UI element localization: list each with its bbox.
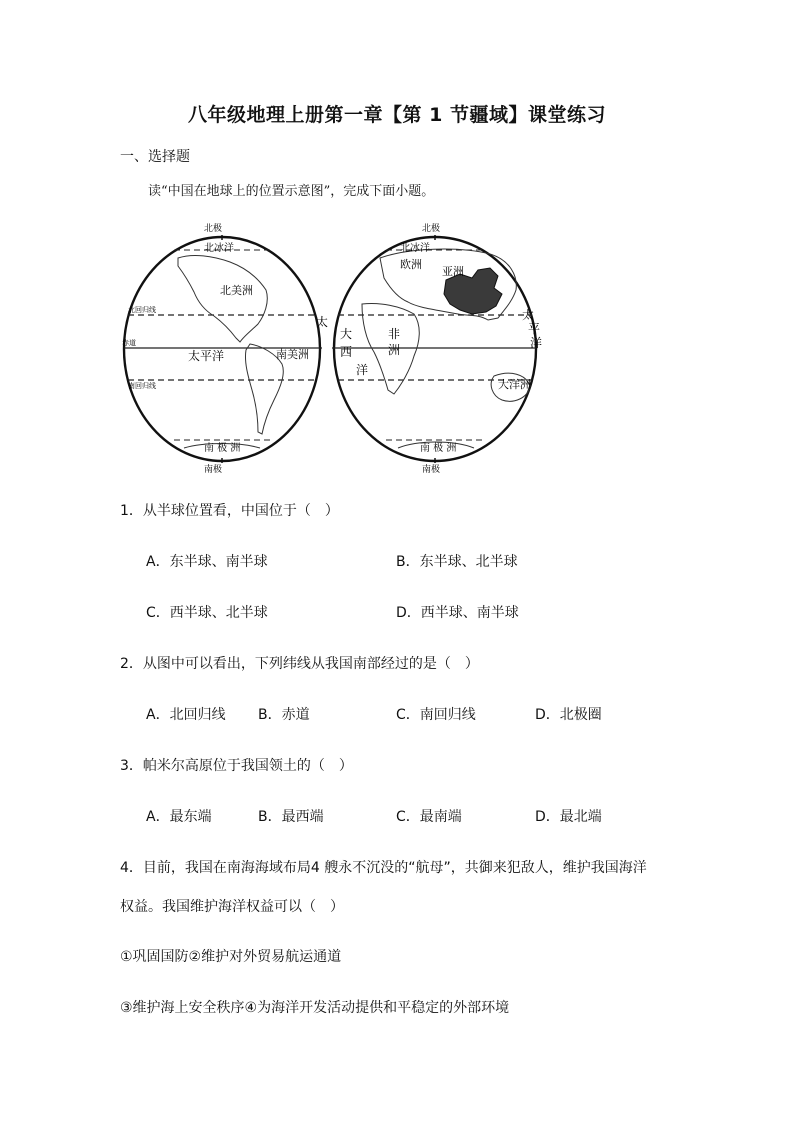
question-3-option-c[interactable]: C．最南端: [396, 809, 462, 825]
asia-label: 亚洲: [442, 265, 464, 278]
tai-label-left: 太: [316, 315, 329, 329]
pacific-label-tai: 太: [522, 308, 535, 322]
pacific-label-ping: 平: [528, 322, 541, 336]
question-1-option-a[interactable]: A．东半球、南半球: [146, 554, 268, 570]
western-hemisphere: [122, 222, 328, 475]
atlantic-label-da: 大: [340, 327, 353, 341]
africa-label-1: 非: [388, 327, 401, 341]
antarctica-label-right: 南 极 洲: [420, 443, 457, 454]
south-pole-label-left: 南极: [204, 465, 223, 475]
question-3-option-d[interactable]: D．最北端: [535, 809, 602, 825]
oceania-label: 大洋洲: [498, 378, 531, 391]
eastern-hemisphere: [332, 222, 542, 475]
tropic-north-label: 北回归线: [128, 306, 156, 314]
question-3-option-b[interactable]: B．最西端: [258, 809, 324, 825]
pacific-label-yang: 洋: [530, 336, 543, 350]
south-america-label: 南美洲: [276, 348, 309, 361]
question-2-stem: 2．从图中可以看出，下列纬线从我国南部经过的是（ ）: [120, 656, 479, 672]
question-2-option-d[interactable]: D．北极圈: [535, 707, 602, 723]
question-1-option-b[interactable]: B．东半球、北半球: [396, 554, 518, 570]
question-2-option-b[interactable]: B．赤道: [258, 707, 310, 723]
equator-label: 赤道: [122, 339, 136, 347]
atlantic-label-yang: 洋: [356, 363, 369, 377]
north-pole-label-right: 北极: [422, 224, 441, 234]
instruction-text: 读“中国在地球上的位置示意图”，完成下面小题。: [148, 184, 435, 199]
question-4-stem-line-1: 4．目前，我国在南海海域布局4 艘永不沉没的“航母”，共御来犯敌人，维护我国海洋: [120, 860, 647, 876]
north-pole-label-left: 北极: [204, 224, 223, 234]
question-4-stem-line-2: 权益。我国维护海洋权益可以（ ）: [120, 899, 344, 915]
question-1-option-c[interactable]: C．西半球、北半球: [146, 605, 268, 621]
antarctica-label-left: 南 极 洲: [204, 443, 241, 454]
section-heading: 一、选择题: [120, 149, 190, 165]
page-title: 八年级地理上册第一章【第 1 节疆域】课堂练习: [188, 104, 606, 126]
hemisphere-map: [118, 218, 678, 480]
europe-label: 欧洲: [400, 258, 422, 271]
question-4-statement-2: ③维护海上安全秩序④为海洋开发活动提供和平稳定的外部环境: [120, 1000, 510, 1016]
question-1-stem: 1．从半球位置看，中国位于（ ）: [120, 503, 339, 519]
tropic-south-label: 南回归线: [128, 382, 156, 390]
pacific-label-left: 太平洋: [188, 349, 225, 363]
north-america-label: 北美洲: [220, 284, 253, 297]
question-1-option-d[interactable]: D．西半球、南半球: [396, 605, 519, 621]
south-pole-label-right: 南极: [422, 465, 441, 475]
question-3-stem: 3．帕米尔高原位于我国领土的（ ）: [120, 758, 353, 774]
africa-label-2: 洲: [388, 343, 401, 357]
arctic-ocean-label-right: 北冰洋: [400, 243, 430, 254]
question-3-option-a[interactable]: A．最东端: [146, 809, 212, 825]
question-2-option-c[interactable]: C．南回归线: [396, 707, 476, 723]
question-2-option-a[interactable]: A．北回归线: [146, 707, 226, 723]
question-4-statement-1: ①巩固国防②维护对外贸易航运通道: [120, 949, 342, 965]
atlantic-label-xi: 西: [340, 345, 353, 359]
arctic-ocean-label-left: 北冰洋: [204, 243, 234, 254]
